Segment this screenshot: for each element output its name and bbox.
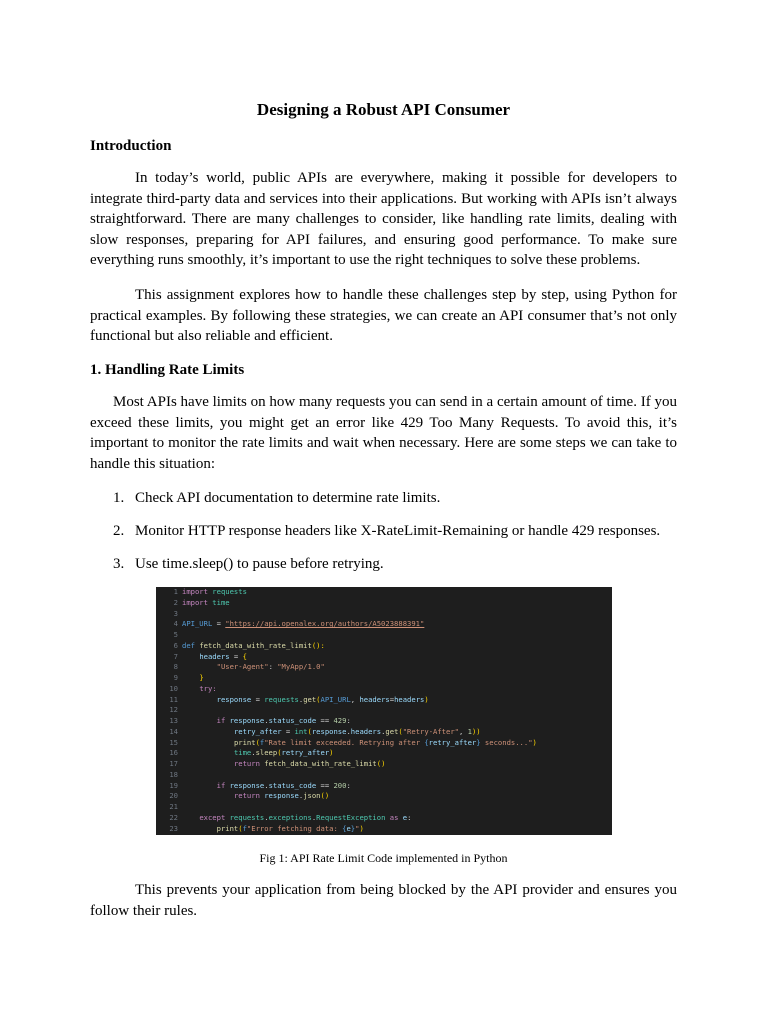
code-line: 20 return response.json() xyxy=(169,791,330,801)
list-item-number: 2. xyxy=(113,523,125,539)
code-line: 13 if response.status_code == 429: xyxy=(169,716,351,725)
code-line: 23 print(f"Error fetching data: {e}") xyxy=(169,823,364,833)
code-line: 12 xyxy=(169,705,178,715)
list-item-text: Monitor HTTP response headers like X-RateLimit-Remaining or handle 429 responses. xyxy=(135,523,661,539)
code-line: 18 xyxy=(169,769,178,779)
intro-paragraph-2: This assignment explores how to handle these challenges step by step, using Python for practical examples. By following these strategies, we can create an API consumer that’s not only functional but also reliable and efficient. xyxy=(90,287,677,344)
code-line: 14 retry_after = int(response.headers.get("Retry-After", 1)) xyxy=(169,726,481,736)
code-line: 6 def fetch_data_with_rate_limit(): xyxy=(173,640,325,650)
code-line: 7 headers = { xyxy=(173,651,247,661)
list-item-number: 1. xyxy=(113,490,125,506)
code-line: 1 import requests xyxy=(173,587,247,596)
code-line: 8 "User-Agent": "MyApp/1.0" xyxy=(173,662,325,672)
list-item-text: Check API documentation to determine rate limits. xyxy=(135,490,441,506)
list-item xyxy=(113,554,384,574)
code-line: 19 if response.status_code == 200: xyxy=(169,780,351,790)
code-line: 3 xyxy=(173,608,178,618)
figure-caption: Fig 1: API Rate Limit Code implemented in Python xyxy=(259,851,508,865)
code-line: 9 } xyxy=(173,673,204,682)
code-line: 2 import time xyxy=(173,597,230,607)
document-title: Designing a Robust API Consumer xyxy=(256,100,511,119)
section1-heading: 1. Handling Rate Limits xyxy=(90,362,245,378)
list-item xyxy=(113,521,660,541)
list-item xyxy=(113,488,440,508)
code-line: 16 time.sleep(retry_after) xyxy=(169,748,334,758)
code-line: 15 print(f"Rate limit exceeded. Retrying after {retry_after} seconds...") xyxy=(169,737,537,747)
list-item-text: Use time.sleep() to pause before retrying. xyxy=(135,556,384,572)
code-line: 5 xyxy=(173,630,178,639)
section1-paragraph: Most APIs have limits on how many requests you can send in a certain amount of time. If you exceed these limits, you might get an error like 429 Too Many Requests. To avoid this, it’s important to monitor the rate limits and wait when necessary. Here are some steps we can take to handle this situation: xyxy=(90,394,677,472)
intro-paragraph-1: In today’s world, public APIs are everywhere, making it possible for developers to integrate third-party data and services into their applications. But working with APIs isn’t always straightforward. There are many challenges to consider, like handling rate limits, dealing with slow responses, preparing for API failures, and ensuring good performance. To make sure everything runs smoothly, it’s important to use the right techniques to solve these problems. xyxy=(90,170,677,268)
code-line: 4 API_URL = "https://api.openalex.org/authors/A5023888391" xyxy=(173,619,425,629)
closing-paragraph: This prevents your application from being blocked by the API provider and ensures you follow their rules. xyxy=(90,882,677,919)
intro-heading: Introduction xyxy=(90,138,172,154)
code-line: 17 return fetch_data_with_rate_limit() xyxy=(169,759,386,768)
code-line: 10 try: xyxy=(169,683,217,693)
code-line: 22 except requests.exceptions.RequestException as e: xyxy=(169,812,412,822)
code-line: 21 xyxy=(169,802,178,811)
list-item-number: 3. xyxy=(113,556,125,572)
code-line: 11 response = requests.get(API_URL, headers=headers) xyxy=(169,694,429,704)
code-screenshot xyxy=(156,587,612,835)
